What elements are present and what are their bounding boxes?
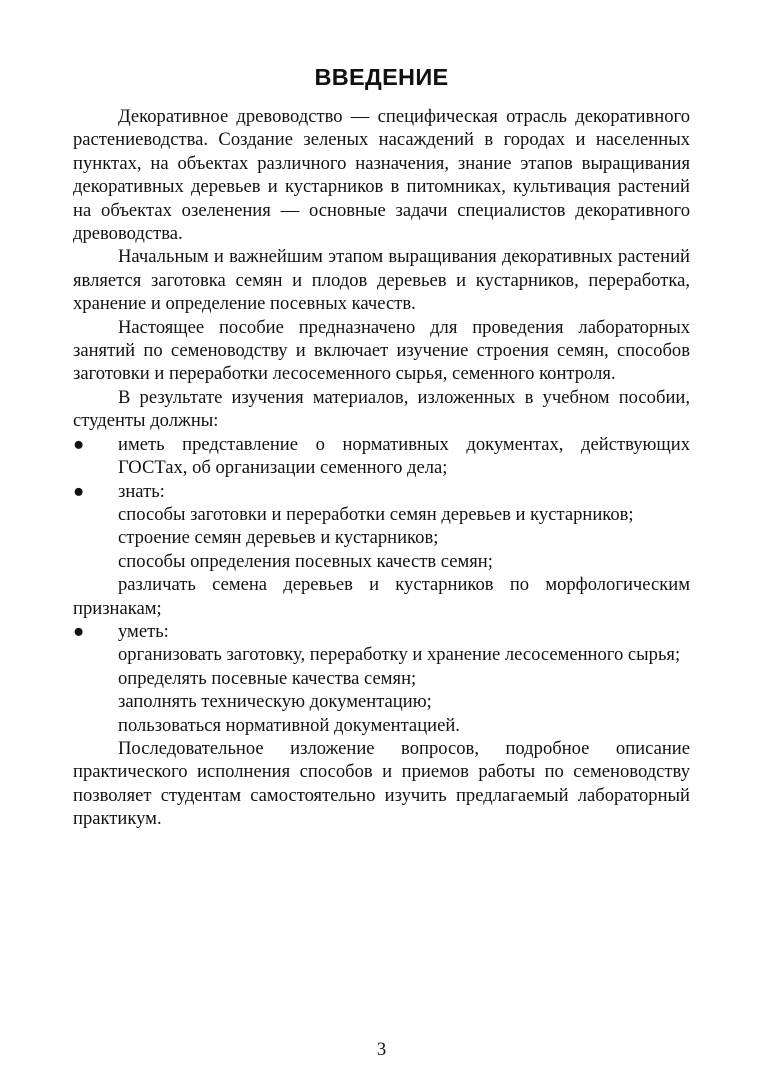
sub-list-item: заполнять техническую документацию; — [118, 691, 432, 713]
list-item-label: уметь: — [118, 620, 169, 642]
bullet-icon: ● — [73, 433, 85, 455]
sub-list-item: пользоваться нормативной документацией. — [118, 714, 460, 736]
bullet-icon: ● — [73, 480, 85, 502]
closing-paragraph: Последовательное изложение вопросов, подробное описание практического исполнения способов и приемов работы по семеноводству позволяет студентам самостоятельно изучить предлагаемый лабораторный практикум. — [73, 737, 690, 830]
list-item — [73, 620, 690, 643]
intro-paragraph-2: Начальным и важнейшим этапом выращивания декоративных растений является заготовка семян и плодов деревьев и кустарников, переработка, хранение и определение посевных качеств. — [73, 246, 690, 315]
bullet-icon: ● — [73, 620, 85, 642]
document-page — [73, 62, 690, 831]
sub-list-item: организовать заготовку, переработку и хранение лесосеменного сырья; — [118, 644, 681, 666]
sub-list-item: способы заготовки и переработки семян деревьев и кустарников; — [118, 503, 634, 525]
list-item-label: иметь представление о нормативных документах, действующих ГОСТах, об организации семенного дела; — [118, 433, 690, 479]
page-number: 3 — [376, 1039, 387, 1060]
sub-list-item: способы определения посевных качеств семян; — [118, 550, 493, 572]
intro-paragraph-4: В результате изучения материалов, изложенных в учебном пособии, студенты должны: — [73, 386, 690, 432]
list-item-label: знать: — [118, 480, 165, 502]
list-item — [73, 480, 690, 503]
intro-paragraph-3: Настоящее пособие предназначено для проведения лабораторных занятий по семеноводству и включает изучение строения семян, способов заготовки и переработки лесосеменного сырья, семенного контроля. — [73, 316, 690, 385]
list-item — [73, 433, 690, 480]
intro-paragraph-1: Декоративное древоводство — специфическая отрасль декоративного растениеводства. Создание зеленых насаждений в городах и населенных пунктах, на объектах различного назначения, знание этапов выращивания декоративных деревьев и кустарников в питомниках, культивация растений на объектах озеленения — основные задачи специалистов декоративного древоводства. — [73, 106, 690, 245]
page-title: ВВЕДЕНИЕ — [314, 64, 449, 90]
sub-list-item: различать семена деревьев и кустарников по морфологическим признакам; — [73, 574, 690, 619]
sub-list-item: строение семян деревьев и кустарников; — [118, 527, 439, 549]
sub-list-item: определять посевные качества семян; — [118, 667, 417, 689]
